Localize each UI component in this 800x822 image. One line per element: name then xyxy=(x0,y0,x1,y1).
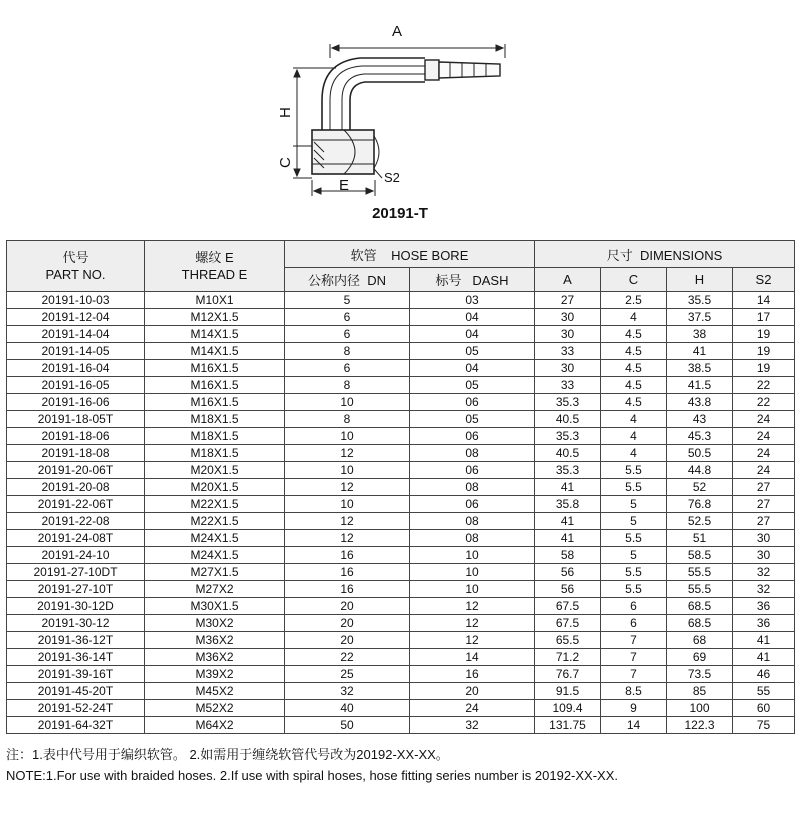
table-cell: 6 xyxy=(601,598,667,615)
table-cell: 35.3 xyxy=(535,462,601,479)
table-cell: 33 xyxy=(535,343,601,360)
table-cell: 30 xyxy=(535,360,601,377)
table-cell: 12 xyxy=(410,632,535,649)
table-cell: 91.5 xyxy=(535,683,601,700)
table-row xyxy=(7,496,795,513)
table-cell: 20191-18-06 xyxy=(7,428,145,445)
table-cell: 19 xyxy=(733,360,795,377)
table-row xyxy=(7,377,795,394)
table-cell: M20X1.5 xyxy=(145,479,285,496)
table-row xyxy=(7,547,795,564)
table-cell: 10 xyxy=(285,394,410,411)
table-cell: M30X2 xyxy=(145,615,285,632)
table-cell: 20 xyxy=(285,598,410,615)
table-cell: 17 xyxy=(733,309,795,326)
table-cell: 8 xyxy=(285,377,410,394)
table-cell: 40.5 xyxy=(535,411,601,428)
table-cell: 4.5 xyxy=(601,377,667,394)
table-cell: 2.5 xyxy=(601,292,667,309)
table-cell: 20191-14-05 xyxy=(7,343,145,360)
table-cell: 5 xyxy=(285,292,410,309)
table-cell: 41 xyxy=(535,479,601,496)
model-title: 20191-T xyxy=(372,205,428,222)
table-row xyxy=(7,428,795,445)
table-cell: M18X1.5 xyxy=(145,411,285,428)
table-cell: 68.5 xyxy=(667,598,733,615)
table-cell: 56 xyxy=(535,564,601,581)
header-s2: S2 xyxy=(733,268,795,292)
note-en: NOTE:1.For use with braided hoses. 2.If use with spiral hoses, hose fitting series number is 20192-XX-XX. xyxy=(6,768,619,783)
table-cell: M24X1.5 xyxy=(145,530,285,547)
table-cell: 35.3 xyxy=(535,394,601,411)
table-cell: 30 xyxy=(535,326,601,343)
table-cell: 43 xyxy=(667,411,733,428)
table-cell: 10 xyxy=(285,496,410,513)
notes xyxy=(6,744,618,786)
table-cell: M16X1.5 xyxy=(145,360,285,377)
spec-table xyxy=(6,240,795,734)
table-cell: 32 xyxy=(733,564,795,581)
table-row xyxy=(7,513,795,530)
table-cell: 04 xyxy=(410,309,535,326)
header-part-no-cn: 代号 xyxy=(62,250,89,265)
table-cell: 37.5 xyxy=(667,309,733,326)
table-cell: M64X2 xyxy=(145,717,285,734)
table-cell: 27 xyxy=(733,513,795,530)
header-dn: 公称内径 DN xyxy=(285,268,410,292)
table-cell: 10 xyxy=(285,462,410,479)
table-cell: 12 xyxy=(285,530,410,547)
table-cell: 68 xyxy=(667,632,733,649)
table-cell: 08 xyxy=(410,445,535,462)
table-cell: 20191-24-08T xyxy=(7,530,145,547)
header-thread xyxy=(145,241,285,292)
table-cell: 12 xyxy=(285,513,410,530)
table-row xyxy=(7,309,795,326)
table-cell: 32 xyxy=(410,717,535,734)
table-cell: 55.5 xyxy=(667,581,733,598)
table-cell: 9 xyxy=(601,700,667,717)
note-cn: 注：1.表中代号用于编织软管。 2.如需用于缠绕软管代号改为20192-XX-XX。 xyxy=(6,747,449,762)
table-row xyxy=(7,581,795,598)
table-cell: 20191-22-06T xyxy=(7,496,145,513)
table-cell: 33 xyxy=(535,377,601,394)
header-hose-bore: 软管 HOSE BORE xyxy=(285,241,535,268)
table-cell: 100 xyxy=(667,700,733,717)
header-dimensions: 尺寸 DIMENSIONS xyxy=(535,241,795,268)
table-cell: M16X1.5 xyxy=(145,377,285,394)
table-cell: 41 xyxy=(535,530,601,547)
header-dash: 标号 DASH xyxy=(410,268,535,292)
table-cell: M12X1.5 xyxy=(145,309,285,326)
label-h: H xyxy=(277,107,294,118)
table-cell: M20X1.5 xyxy=(145,462,285,479)
table-row xyxy=(7,666,795,683)
table-row xyxy=(7,530,795,547)
table-cell: 55.5 xyxy=(667,564,733,581)
table-cell: M45X2 xyxy=(145,683,285,700)
table-cell: 20191-18-05T xyxy=(7,411,145,428)
table-cell: 24 xyxy=(733,462,795,479)
table-cell: 67.5 xyxy=(535,598,601,615)
table-cell: M27X2 xyxy=(145,581,285,598)
table-cell: 67.5 xyxy=(535,615,601,632)
table-cell: 75 xyxy=(733,717,795,734)
table-cell: 06 xyxy=(410,496,535,513)
table-cell: 20191-36-14T xyxy=(7,649,145,666)
table-cell: 8 xyxy=(285,343,410,360)
table-cell: 35.8 xyxy=(535,496,601,513)
header-thread-cn: 螺纹 E xyxy=(195,250,234,265)
header-h: H xyxy=(667,268,733,292)
table-cell: 45.3 xyxy=(667,428,733,445)
table-cell: 30 xyxy=(733,547,795,564)
table-cell: 5 xyxy=(601,547,667,564)
table-cell: 38 xyxy=(667,326,733,343)
header-part-no-en: PART NO. xyxy=(45,267,106,282)
table-row xyxy=(7,717,795,734)
table-cell: 16 xyxy=(285,564,410,581)
table-cell: 6 xyxy=(285,326,410,343)
table-cell: 20191-27-10DT xyxy=(7,564,145,581)
table-cell: 20191-14-04 xyxy=(7,326,145,343)
table-row xyxy=(7,292,795,309)
table-cell: 20191-30-12D xyxy=(7,598,145,615)
table-cell: M16X1.5 xyxy=(145,394,285,411)
table-cell: 38.5 xyxy=(667,360,733,377)
table-cell: 20191-52-24T xyxy=(7,700,145,717)
table-cell: 20 xyxy=(410,683,535,700)
table-cell: 41.5 xyxy=(667,377,733,394)
table-cell: 122.3 xyxy=(667,717,733,734)
table-row xyxy=(7,700,795,717)
table-cell: M30X1.5 xyxy=(145,598,285,615)
table-cell: 20191-20-08 xyxy=(7,479,145,496)
table-cell: 10 xyxy=(285,428,410,445)
table-cell: 20191-18-08 xyxy=(7,445,145,462)
table-cell: 06 xyxy=(410,394,535,411)
table-row xyxy=(7,360,795,377)
table-cell: 10 xyxy=(410,547,535,564)
table-cell: 12 xyxy=(285,479,410,496)
table-cell: 68.5 xyxy=(667,615,733,632)
table-cell: 8.5 xyxy=(601,683,667,700)
table-cell: 03 xyxy=(410,292,535,309)
table-cell: 20191-24-10 xyxy=(7,547,145,564)
table-cell: 20191-64-32T xyxy=(7,717,145,734)
table-cell: 20 xyxy=(285,632,410,649)
table-cell: 60 xyxy=(733,700,795,717)
table-cell: 12 xyxy=(285,445,410,462)
table-cell: 20191-20-06T xyxy=(7,462,145,479)
table-cell: 5.5 xyxy=(601,564,667,581)
table-cell: 24 xyxy=(733,445,795,462)
table-cell: M36X2 xyxy=(145,632,285,649)
table-cell: 71.2 xyxy=(535,649,601,666)
table-cell: 24 xyxy=(733,411,795,428)
table-cell: 14 xyxy=(733,292,795,309)
table-cell: 27 xyxy=(733,496,795,513)
table-cell: 24 xyxy=(410,700,535,717)
table-cell: 10 xyxy=(410,564,535,581)
table-cell: 8 xyxy=(285,411,410,428)
table-cell: 24 xyxy=(733,428,795,445)
table-cell: 06 xyxy=(410,428,535,445)
table-cell: M36X2 xyxy=(145,649,285,666)
table-cell: 50 xyxy=(285,717,410,734)
table-cell: 14 xyxy=(601,717,667,734)
table-cell: M52X2 xyxy=(145,700,285,717)
table-cell: 41 xyxy=(667,343,733,360)
table-row xyxy=(7,462,795,479)
table-cell: M39X2 xyxy=(145,666,285,683)
table-cell: 32 xyxy=(285,683,410,700)
table-cell: 5 xyxy=(601,513,667,530)
table-cell: 16 xyxy=(410,666,535,683)
table-cell: 46 xyxy=(733,666,795,683)
table-cell: 5.5 xyxy=(601,479,667,496)
table-cell: 16 xyxy=(285,581,410,598)
table-row xyxy=(7,479,795,496)
table-cell: 36 xyxy=(733,598,795,615)
table-cell: 5.5 xyxy=(601,462,667,479)
table-cell: 20 xyxy=(285,615,410,632)
table-cell: 14 xyxy=(410,649,535,666)
table-cell: M22X1.5 xyxy=(145,513,285,530)
header-part-no xyxy=(7,241,145,292)
table-cell: M14X1.5 xyxy=(145,326,285,343)
table-cell: M10X1 xyxy=(145,292,285,309)
table-cell: 20191-22-08 xyxy=(7,513,145,530)
table-cell: M24X1.5 xyxy=(145,547,285,564)
table-cell: 50.5 xyxy=(667,445,733,462)
table-cell: 4 xyxy=(601,428,667,445)
table-cell: 20191-16-05 xyxy=(7,377,145,394)
table-cell: 4 xyxy=(601,411,667,428)
table-row xyxy=(7,445,795,462)
table-cell: 69 xyxy=(667,649,733,666)
table-cell: 73.5 xyxy=(667,666,733,683)
table-cell: 44.8 xyxy=(667,462,733,479)
table-cell: 35.5 xyxy=(667,292,733,309)
table-cell: 65.5 xyxy=(535,632,601,649)
table-cell: 4.5 xyxy=(601,394,667,411)
table-cell: 52 xyxy=(667,479,733,496)
table-cell: 58 xyxy=(535,547,601,564)
table-cell: 55 xyxy=(733,683,795,700)
table-row xyxy=(7,564,795,581)
table-cell: 4 xyxy=(601,445,667,462)
table-cell: 131.75 xyxy=(535,717,601,734)
label-c: C xyxy=(277,157,294,168)
table-cell: 4.5 xyxy=(601,360,667,377)
header-a: A xyxy=(535,268,601,292)
table-cell: 43.8 xyxy=(667,394,733,411)
table-cell: M18X1.5 xyxy=(145,445,285,462)
table-cell: 04 xyxy=(410,326,535,343)
table-cell: 20191-12-04 xyxy=(7,309,145,326)
table-cell: 27 xyxy=(535,292,601,309)
table-cell: 40.5 xyxy=(535,445,601,462)
table-row xyxy=(7,326,795,343)
table-cell: 20191-27-10T xyxy=(7,581,145,598)
table-cell: 20191-39-16T xyxy=(7,666,145,683)
table-row xyxy=(7,683,795,700)
table-row xyxy=(7,394,795,411)
table-cell: 5.5 xyxy=(601,530,667,547)
table-cell: 6 xyxy=(285,309,410,326)
table-cell: 58.5 xyxy=(667,547,733,564)
table-cell: 51 xyxy=(667,530,733,547)
fitting-drawing xyxy=(0,0,800,200)
table-cell: 04 xyxy=(410,360,535,377)
table-cell: 25 xyxy=(285,666,410,683)
table-cell: 06 xyxy=(410,462,535,479)
table-cell: 40 xyxy=(285,700,410,717)
table-cell: M27X1.5 xyxy=(145,564,285,581)
table-cell: 76.8 xyxy=(667,496,733,513)
table-cell: M22X1.5 xyxy=(145,496,285,513)
table-cell: 30 xyxy=(535,309,601,326)
table-cell: 56 xyxy=(535,581,601,598)
table-cell: 20191-45-20T xyxy=(7,683,145,700)
table-cell: 16 xyxy=(285,547,410,564)
table-cell: 4 xyxy=(601,309,667,326)
table-cell: 27 xyxy=(733,479,795,496)
table-cell: 76.7 xyxy=(535,666,601,683)
table-cell: 4.5 xyxy=(601,343,667,360)
table-cell: 22 xyxy=(285,649,410,666)
table-cell: 20191-10-03 xyxy=(7,292,145,309)
table-cell: 10 xyxy=(410,581,535,598)
table-cell: 20191-16-04 xyxy=(7,360,145,377)
table-cell: 35.3 xyxy=(535,428,601,445)
header-thread-en: THREAD E xyxy=(181,267,248,282)
table-cell: 52.5 xyxy=(667,513,733,530)
table-cell: 41 xyxy=(733,632,795,649)
table-cell: 19 xyxy=(733,343,795,360)
table-body xyxy=(7,292,795,734)
table-cell: 5 xyxy=(601,496,667,513)
table-cell: 20191-16-06 xyxy=(7,394,145,411)
table-row xyxy=(7,343,795,360)
table-cell: 20191-36-12T xyxy=(7,632,145,649)
label-s2: S2 xyxy=(384,170,400,185)
table-row xyxy=(7,615,795,632)
table-cell: 7 xyxy=(601,666,667,683)
table-cell: M14X1.5 xyxy=(145,343,285,360)
table-cell: 08 xyxy=(410,513,535,530)
table-cell: 85 xyxy=(667,683,733,700)
table-cell: 7 xyxy=(601,649,667,666)
table-cell: 08 xyxy=(410,479,535,496)
table-cell: 41 xyxy=(535,513,601,530)
table-cell: 22 xyxy=(733,377,795,394)
table-cell: 05 xyxy=(410,377,535,394)
table-cell: 7 xyxy=(601,632,667,649)
table-row xyxy=(7,598,795,615)
table-cell: 12 xyxy=(410,615,535,632)
table-cell: 22 xyxy=(733,394,795,411)
table-cell: 12 xyxy=(410,598,535,615)
table-row xyxy=(7,632,795,649)
table-cell: 32 xyxy=(733,581,795,598)
table-cell: 4.5 xyxy=(601,326,667,343)
table-cell: 30 xyxy=(733,530,795,547)
table-cell: 6 xyxy=(601,615,667,632)
table-cell: 20191-30-12 xyxy=(7,615,145,632)
label-e: E xyxy=(339,177,350,194)
table-cell: 05 xyxy=(410,343,535,360)
table-cell: 36 xyxy=(733,615,795,632)
table-cell: 19 xyxy=(733,326,795,343)
table-row xyxy=(7,649,795,666)
label-a: A xyxy=(392,23,403,40)
table-row xyxy=(7,411,795,428)
table-cell: 41 xyxy=(733,649,795,666)
header-c: C xyxy=(601,268,667,292)
table-cell: 5.5 xyxy=(601,581,667,598)
table-cell: 05 xyxy=(410,411,535,428)
table-cell: 08 xyxy=(410,530,535,547)
table-cell: 109.4 xyxy=(535,700,601,717)
table-cell: M18X1.5 xyxy=(145,428,285,445)
table-cell: 6 xyxy=(285,360,410,377)
